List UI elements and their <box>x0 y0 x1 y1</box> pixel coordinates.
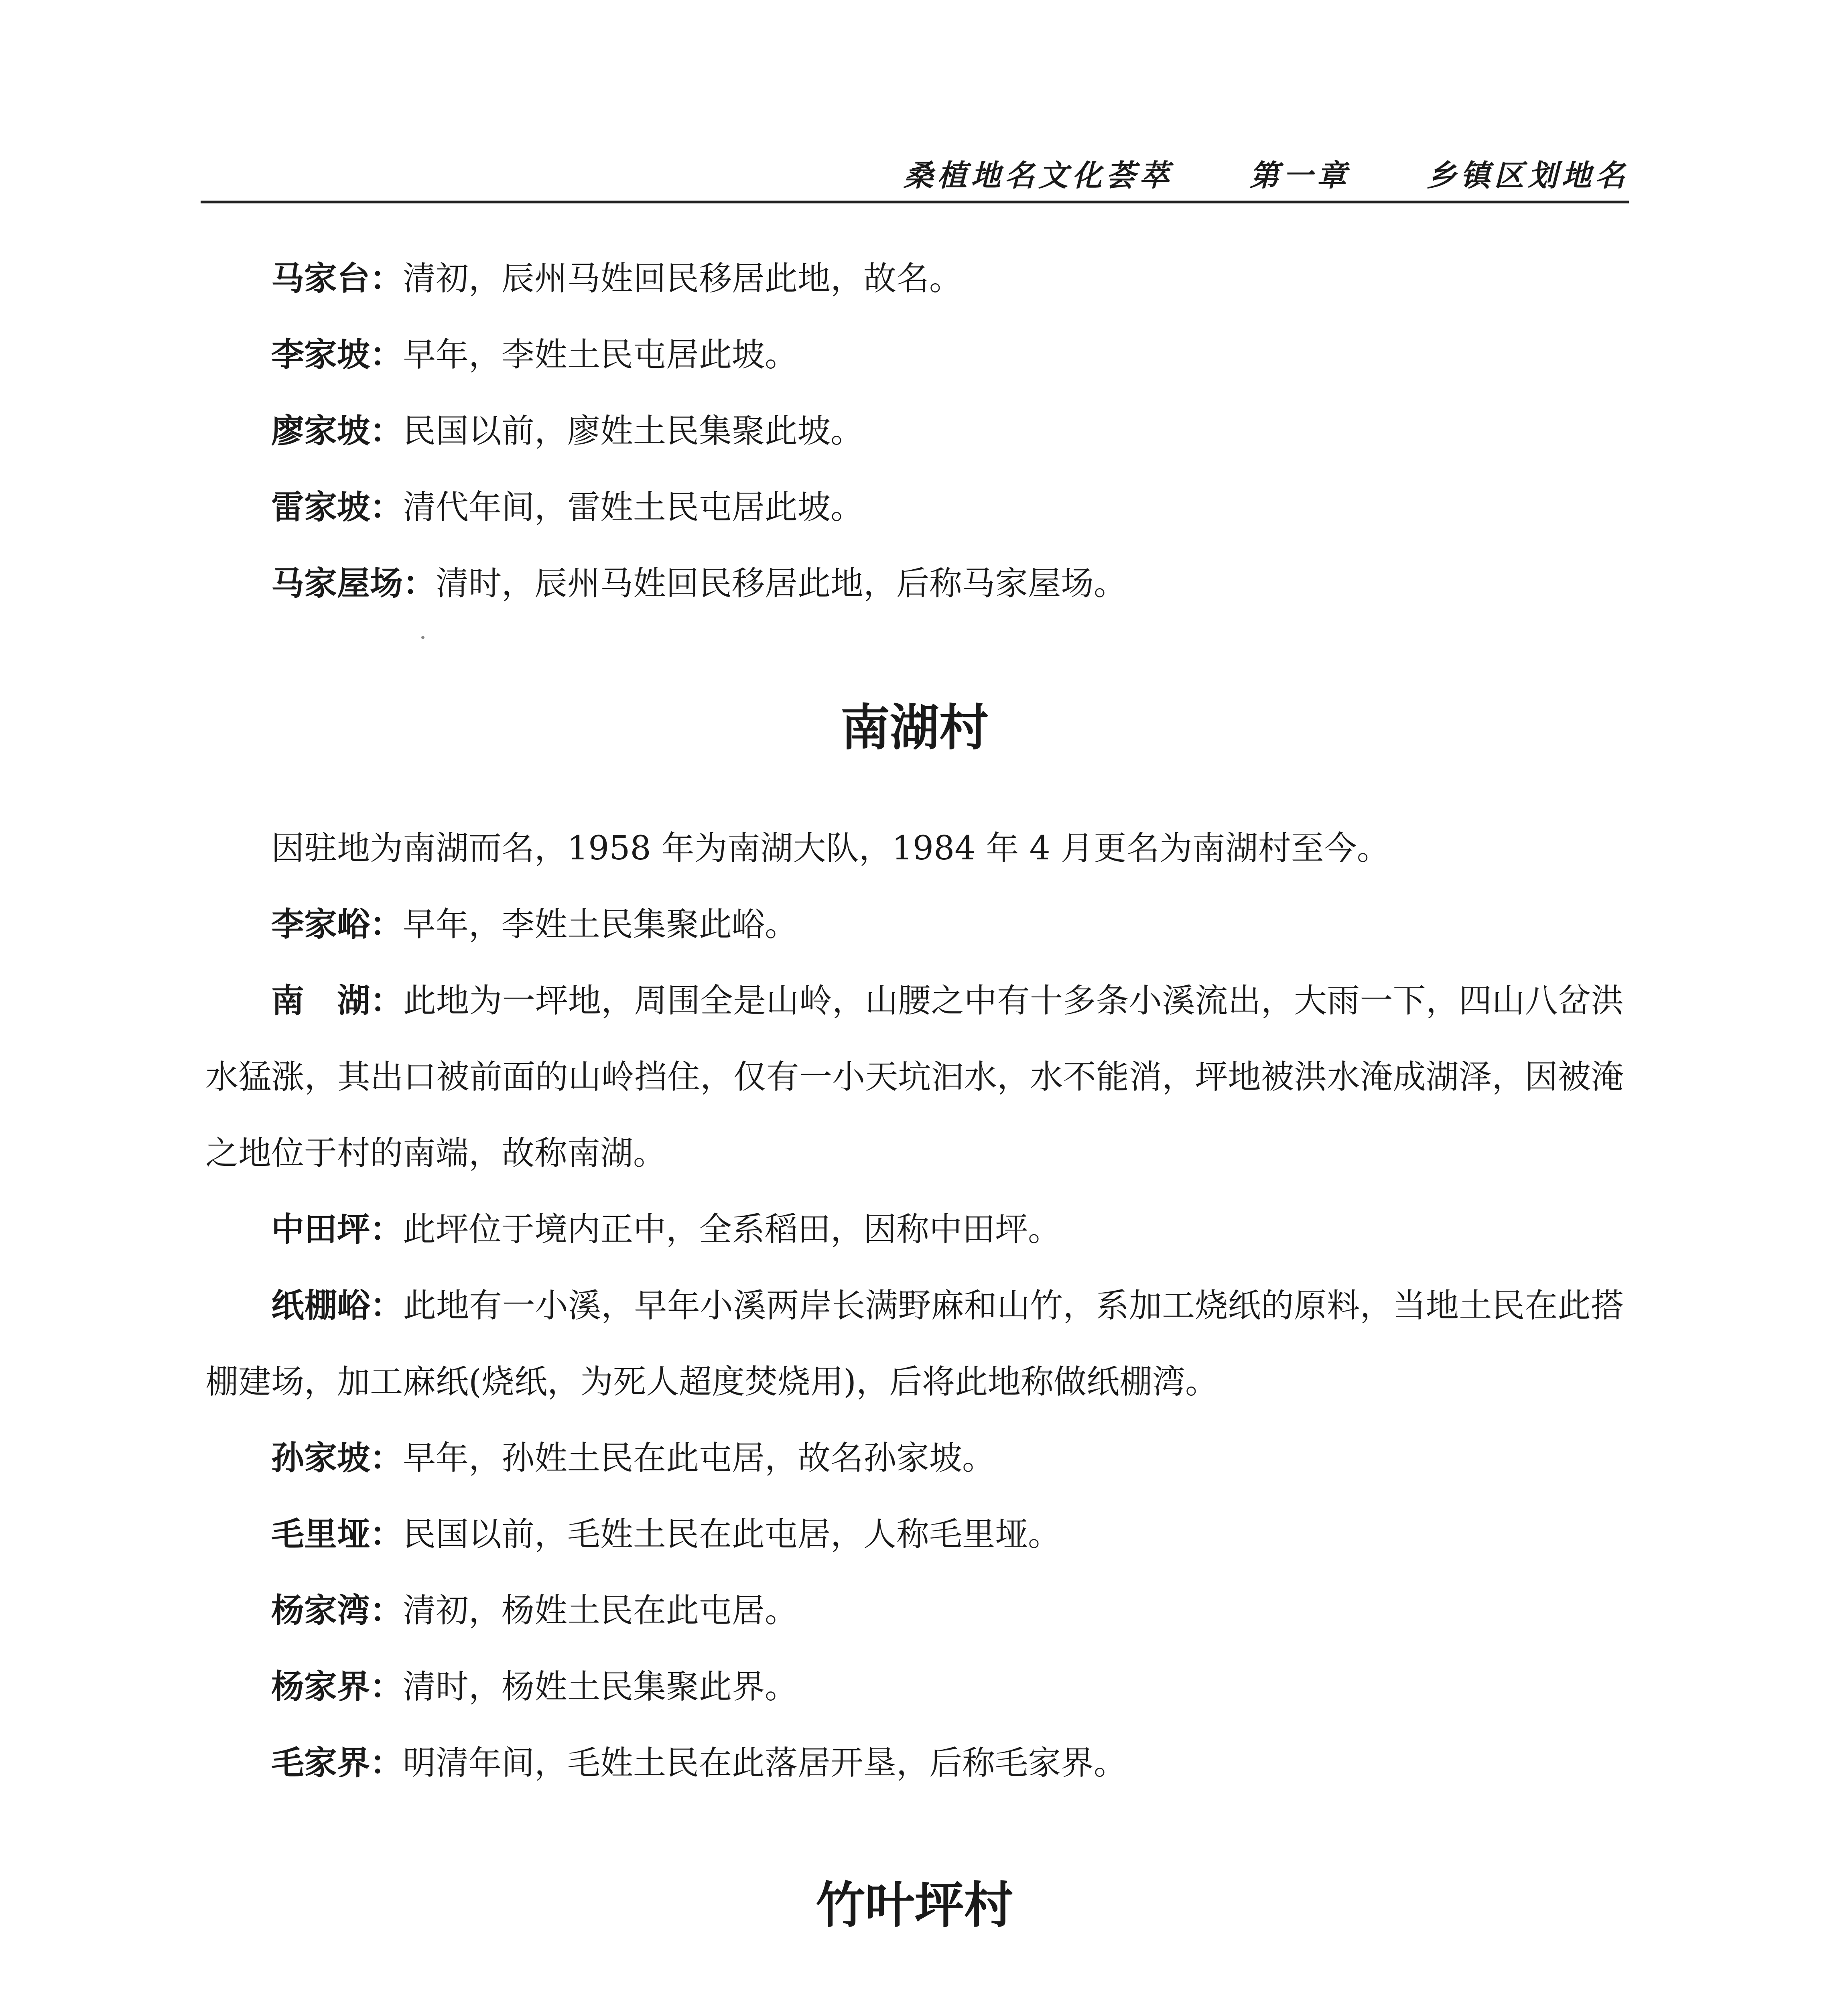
entry-text: 明清年间，毛姓土民在此落居开垦，后称毛家界。 <box>403 1744 1127 1782</box>
entry-text: 清初，杨姓土民在此屯居。 <box>403 1592 798 1630</box>
entry-text: 早年，孙姓土民在此屯居，故名孙家坡。 <box>403 1439 995 1477</box>
running-header <box>201 142 1629 195</box>
section-intro-zhuyeping <box>205 1988 1624 2006</box>
entry-term: 马家台： <box>271 260 403 298</box>
page-body <box>205 241 1624 2006</box>
entry-yangjiajie <box>205 1649 1624 1725</box>
header-book-title: 桑植地名文化荟萃 <box>904 158 1173 193</box>
entry-term: 纸棚峪： <box>271 1287 403 1325</box>
entry-nanhu <box>205 963 1624 1192</box>
entry-text: 民国以前，毛姓土民在此屯居，人称毛里垭。 <box>403 1515 1061 1553</box>
header-chapter: 第一章 <box>1249 158 1350 193</box>
entry-text: 清初，辰州马姓回民移居此地，故名。 <box>403 260 963 298</box>
entry-maoliya <box>205 1496 1624 1573</box>
section-title-nanhu: 南湖村 <box>841 699 989 757</box>
entry-liaojiapo <box>205 393 1624 469</box>
entry-leijiapo <box>205 469 1624 546</box>
entry-zhipengyu <box>205 1268 1624 1420</box>
entry-term: 杨家界： <box>271 1668 403 1706</box>
entry-text: 此坪位于境内正中，全系稻田，因称中田坪。 <box>403 1210 1061 1249</box>
header-section: 乡镇区划地名 <box>1427 158 1629 193</box>
entry-maojiajie <box>205 1725 1624 1801</box>
entry-sunjiapo <box>205 1420 1624 1496</box>
entry-text: 清代年间，雷姓土民屯居此坡。 <box>403 488 864 526</box>
entry-term: 中田坪： <box>271 1210 403 1249</box>
entry-term: 李家坡： <box>271 336 403 374</box>
entry-lijiayu <box>205 887 1624 963</box>
entry-term: 雷家坡： <box>271 488 403 526</box>
entry-text: 民国以前，廖姓土民集聚此坡。 <box>403 412 864 450</box>
entry-text: 清时，杨姓土民集聚此界。 <box>403 1668 798 1706</box>
entry-text: 此地有一小溪，早年小溪两岸长满野麻和山竹，系加工烧纸的原料，当地土民在此搭棚建场，加工麻纸(烧纸，为死人超度焚烧用)，后将此地称做纸棚湾。 <box>205 1287 1624 1401</box>
scan-speck <box>421 636 424 639</box>
entry-term: 南 湖： <box>271 982 403 1020</box>
entry-lijiapo <box>205 317 1624 393</box>
entry-yangjiawan <box>205 1573 1624 1649</box>
section-title-zhuyeping: 竹叶坪村 <box>816 1877 1013 1934</box>
entry-text: 早年，李姓土民集聚此峪。 <box>403 906 798 944</box>
entry-term: 李家峪： <box>271 906 403 944</box>
entry-term: 毛家界： <box>271 1744 403 1782</box>
entry-text: 早年，李姓土民屯居此坡。 <box>403 336 798 374</box>
entry-zhongtianping <box>205 1192 1624 1268</box>
entry-text: 清时，辰州马姓回民移居此地，后称马家屋场。 <box>436 564 1127 603</box>
entry-majiatai <box>205 241 1624 317</box>
section-intro-nanhu: 因驻地为南湖而名，1958 年为南湖大队，1984 年 4 月更名为南湖村至今。 <box>271 829 1390 867</box>
entry-term: 杨家湾： <box>271 1592 403 1630</box>
entry-majiawuchang <box>205 546 1624 622</box>
header-rule <box>201 201 1629 203</box>
entry-text: 此地为一坪地，周围全是山岭，山腰之中有十多条小溪流出，大雨一下，四山八岔洪水猛涨，其出口被前面的山岭挡住，仅有一小天坑汩水，水不能消，坪地被洪水淹成湖泽，因被淹之地位于村的南端，故称南湖。 <box>205 982 1624 1172</box>
entry-term: 马家屋场： <box>271 564 436 603</box>
entry-term: 毛里垭： <box>271 1515 403 1553</box>
entry-term: 孙家坡： <box>271 1439 403 1477</box>
entry-term: 廖家坡： <box>271 412 403 450</box>
